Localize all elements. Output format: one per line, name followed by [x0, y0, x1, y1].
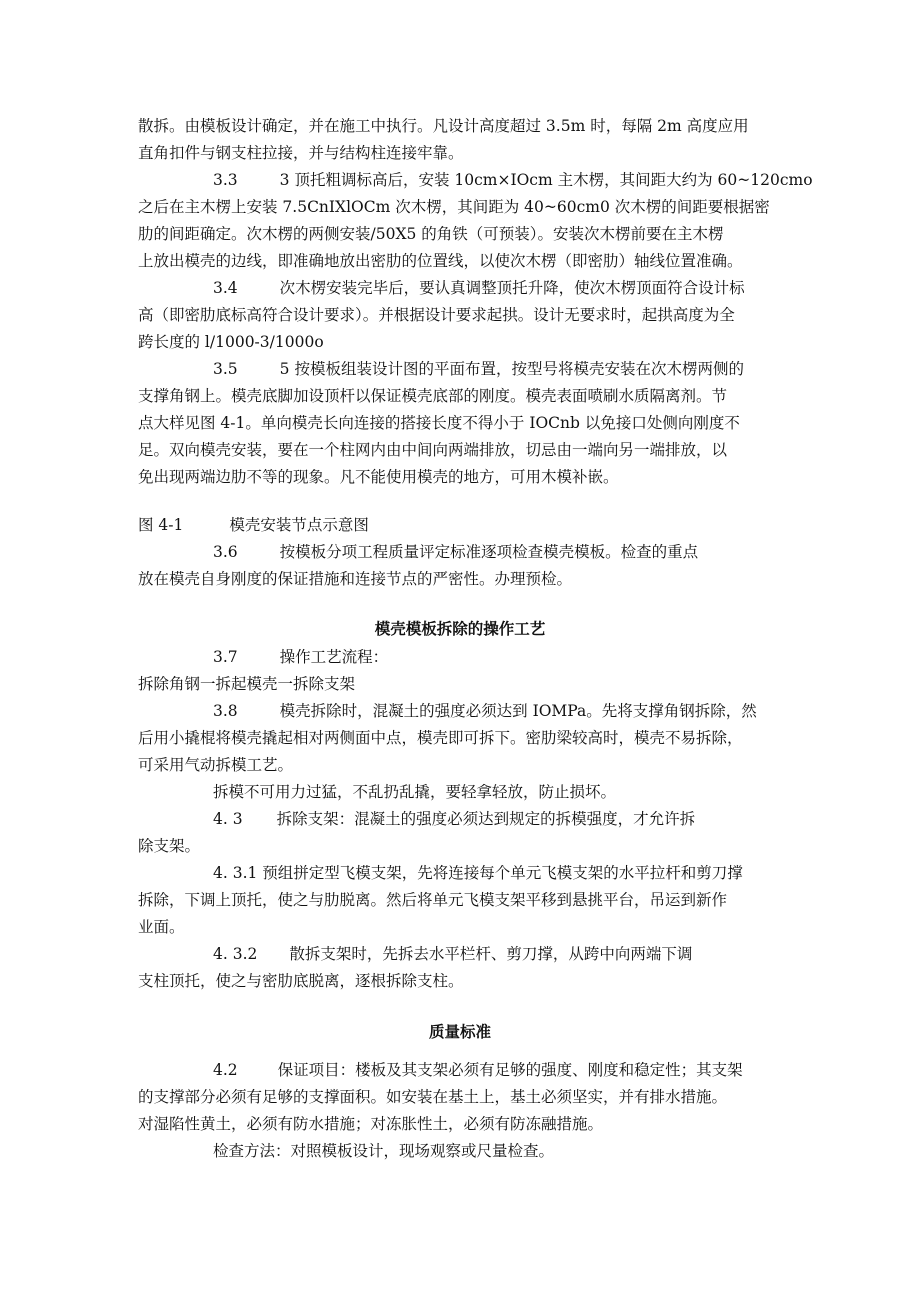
text-line: 放在模壳自身刚度的保证措施和连接节点的严密性。办理预检。 [138, 570, 573, 588]
section-number: 3.8 [213, 702, 238, 720]
text-line: 业面。 [138, 918, 185, 936]
section-3-4 [138, 275, 863, 302]
text-line: 点大样见图 4-1。单向模壳长向连接的搭接长度不得小于 IOCnb 以免接口处侧向刚度不 [138, 414, 740, 432]
text-line: 高（即密肋底标高符合设计要求）。并根据设计要求起拱。设计无要求时，起拱高度为全 [138, 306, 735, 324]
text-line: 散拆。由模板设计确定，并在施工中执行。凡设计高度超过 3.5m 时，每隔 2m 高度应用 [138, 117, 749, 135]
text-line: 模壳拆除时，混凝土的强度必须达到 IOMPa。先将支撑角钢拆除，然 [279, 702, 757, 720]
section-number: 3.3 [213, 171, 238, 189]
text-line: 可采用气动拆模工艺。 [138, 756, 294, 774]
section-number: 3.5 [213, 360, 238, 378]
section-number: 3.4 [213, 279, 238, 297]
text-line: 除支架。 [138, 837, 201, 855]
text-line: 检查方法：对照模板设计，现场观察或尺量检查。 [213, 1142, 555, 1160]
text-line: 5 按模板组装设计图的平面布置，按型号将模壳安装在次木楞两侧的 [279, 360, 744, 378]
figure-label: 图 4-1 [138, 516, 184, 534]
text-line: 散拆支架时，先拆去水平栏杆、剪刀撑，从跨中向两端下调 [289, 945, 693, 963]
section-3-8 [138, 698, 863, 725]
text-line: 拆除角钢一拆起模壳一拆除支架 [138, 675, 356, 693]
text-line: 支撑角钢上。模壳底脚加设顶杆以保证模壳底部的刚度。模壳表面喷刷水质隔离剂。节 [138, 387, 728, 405]
section-number: 4. 3 [213, 810, 243, 828]
section-number: 3.7 [213, 648, 238, 666]
text-line: 之后在主木楞上安装 7.5CnIXlOCm 次木楞，其间距为 40~60cm0 次木楞的间距要根据密 [138, 198, 770, 216]
section-number: 4. 3.2 [213, 945, 258, 963]
section-number: 4.2 [213, 1061, 238, 1079]
text-line: 的支撑部分必须有足够的支撑面积。如安装在基土上，基土必须坚实，并有排水措施。 [138, 1088, 728, 1106]
text-line: 次木楞安装完毕后，要认真调整顶托升降，使次木楞顶面符合设计标 [279, 279, 745, 297]
text-line: 按模板分项工程质量评定标准逐项检查模壳模板。检查的重点 [279, 543, 699, 561]
figure-caption [138, 512, 788, 539]
section-3-5 [138, 356, 863, 383]
text-line: 免出现两端边肋不等的现象。凡不能使用模壳的地方，可用木模补嵌。 [138, 468, 619, 486]
text-line: 拆除支架：混凝土的强度必须达到规定的拆模强度，才允许拆 [276, 810, 696, 828]
section-4-3 [138, 806, 863, 833]
text-line: 支柱顶托，使之与密肋底脱离，逐根拆除支柱。 [138, 972, 464, 990]
section-4-3-2 [138, 941, 863, 968]
text-line: 足。双向模壳安装，要在一个柱网内由中间向两端排放，切忌由一端向另一端排放，以 [138, 441, 728, 459]
text-line: 直角扣件与钢支柱拉接，并与结构柱连接牢靠。 [138, 144, 464, 162]
text-line: 对湿陷性黄土，必须有防水措施；对冻胀性土，必须有防冻融措施。 [138, 1115, 604, 1133]
section-number: 3.6 [213, 543, 238, 561]
section-3-6 [138, 539, 863, 566]
text-line: 保证项目：楼板及其支架必须有足够的强度、刚度和稳定性；其支架 [277, 1061, 743, 1079]
section-4-3-1: 4. 3.1 预组拼定型飞模支架，先将连接每个单元飞模支架的水平拉杆和剪刀撑 [213, 864, 743, 882]
section-3-7 [138, 644, 863, 671]
section-4-2 [138, 1057, 863, 1084]
text-line: 操作工艺流程： [279, 648, 389, 666]
section-heading: 质量标准 [428, 1023, 491, 1041]
section-heading: 模壳模板拆除的操作工艺 [374, 620, 546, 638]
text-line: 肋的间距确定。次木楞的两侧安装/50X5 的角铁（可预装）。安装次木楞前要在主木楞 [138, 225, 724, 243]
section-3-3 [138, 167, 863, 194]
text-line: 后用小撬棍将模壳撬起相对两侧面中点，模壳即可拆下。密肋梁较高时，模壳不易拆除， [138, 729, 743, 747]
text-line: 拆模不可用力过猛，不乱扔乱撬，要轻拿轻放，防止损坏。 [213, 783, 617, 801]
figure-title: 模壳安装节点示意图 [229, 516, 369, 534]
text-line: 拆除，下调上顶托，使之与肋脱离。然后将单元飞模支架平移到悬挑平台，吊运到新作 [138, 891, 728, 909]
text-line: 跨长度的 l/1000-3/1000o [138, 333, 324, 351]
text-line: 3 顶托粗调标高后，安装 10cm×IOcm 主木楞，其间距大约为 60~120cmo [279, 171, 813, 189]
text-line: 上放出模壳的边线，即准确地放出密肋的位置线，以使次木楞（即密肋）轴线位置准确。 [138, 252, 743, 270]
